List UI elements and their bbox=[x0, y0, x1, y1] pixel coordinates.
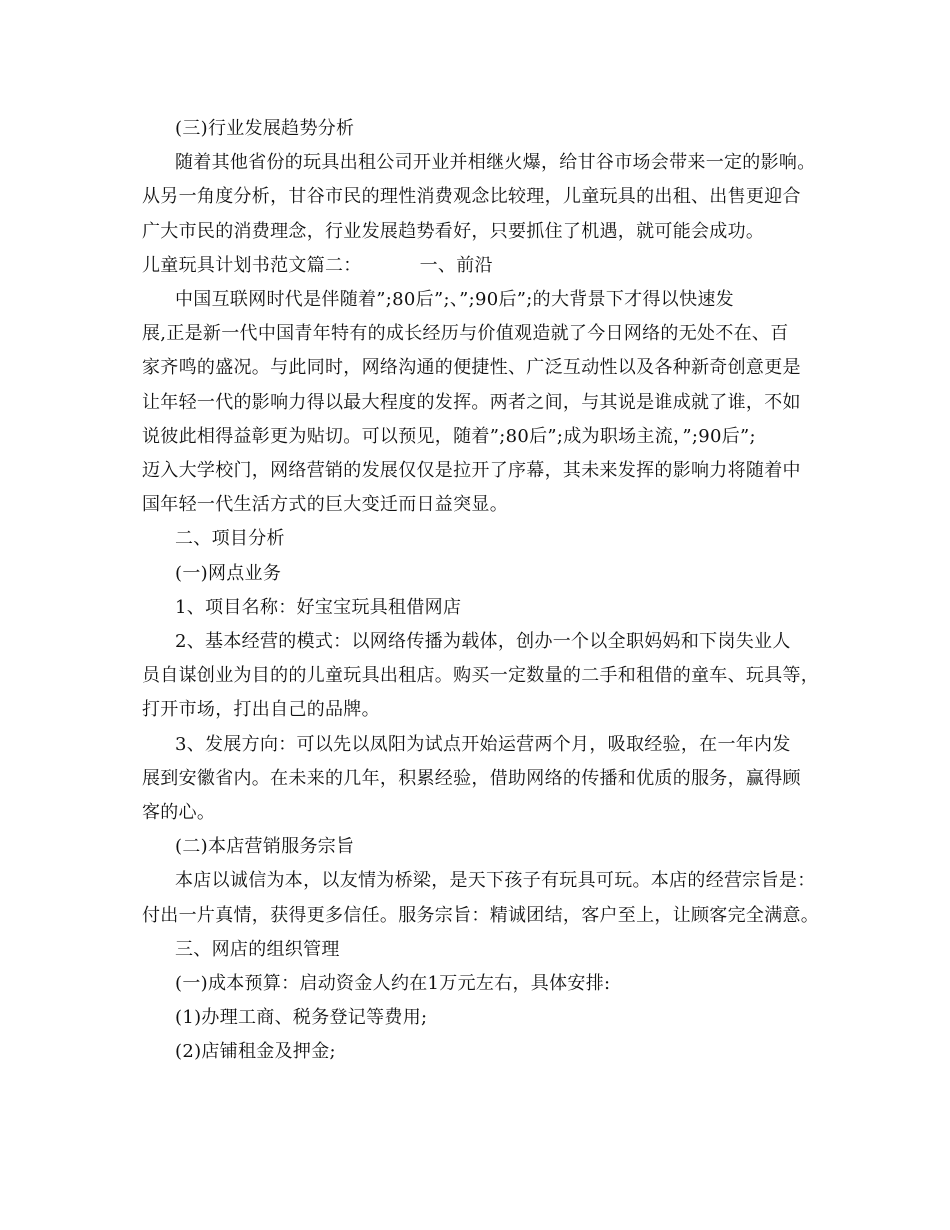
paragraph-line: 国年轻一代生活方式的巨大变迁而日益突显。 bbox=[142, 494, 508, 516]
paragraph-line: 客的心。 bbox=[142, 802, 216, 824]
section-heading-project-analysis: 二、项目分析 bbox=[175, 528, 285, 550]
document-body bbox=[142, 112, 832, 1070]
paragraph-line: 本店以诚信为本，以友情为桥梁，是天下孩子有玩具可玩。本店的经营宗旨是： bbox=[175, 870, 816, 892]
paragraph-line: 打开市场，打出自己的品牌。 bbox=[142, 699, 380, 721]
list-item: 1、项目名称：好宝宝玩具租借网店 bbox=[175, 596, 462, 618]
section-heading-management: 三、网店的组织管理 bbox=[175, 938, 340, 960]
article-title: 儿童玩具计划书范文篇二： bbox=[142, 254, 362, 276]
list-item: (2)店铺租金及押金; bbox=[175, 1041, 336, 1063]
paragraph-line: 让年轻一代的影响力得以最大程度的发挥。两者之间，与其说是谁成就了谁，不如 bbox=[142, 391, 801, 413]
paragraph-line: 付出一片真情，获得更多信任。服务宗旨：精诚团结，客户至上，让顾客完全满意。 bbox=[142, 904, 820, 926]
list-item: 2、基本经营的模式：以网络传播为载体，创办一个以全职妈妈和下岗失业人 bbox=[175, 631, 791, 653]
paragraph-line: 家齐鸣的盛况。与此同时，网络沟通的便捷性、广泛互动性以及各种新奇创意更是 bbox=[142, 357, 801, 379]
paragraph-line: 迈入大学校门，网络营销的发展仅仅是拉开了序幕，其未来发挥的影响力将随着中 bbox=[142, 460, 801, 482]
paragraph-line: 说彼此相得益彰更为贴切。可以预见，随着”;80后”;成为职场主流，”;90后”; bbox=[142, 425, 756, 447]
subsection-heading-budget: (一)成本预算：启动资金人约在1万元左右，具体安排: bbox=[175, 973, 611, 995]
list-item: 3、发展方向：可以先以凤阳为试点开始运营两个月，吸取经验，在一年内发 bbox=[175, 733, 791, 755]
subsection-heading-service: (二)本店营销服务宗旨 bbox=[175, 836, 355, 858]
paragraph-line: 员自谋创业为目的的儿童玩具出租店。购买一定数量的二手和租借的童车、玩具等， bbox=[142, 665, 820, 687]
paragraph-line: 从另一角度分析，甘谷市民的理性消费观念比较理，儿童玩具的出租、出售更迎合 bbox=[142, 186, 801, 208]
paragraph-line: 中国互联网时代是伴随着”;80后”;、”;90后”;的大背景下才得以快速发 bbox=[175, 289, 734, 311]
article-title-line bbox=[142, 249, 832, 283]
list-item: (1)办理工商、税务登记等费用; bbox=[175, 1007, 428, 1029]
paragraph-line: 展,正是新一代中国青年特有的成长经历与价值观造就了今日网络的无处不在、百 bbox=[142, 323, 789, 345]
paragraph-line: 广大市民的消费理念，行业发展趋势看好，只要抓住了机遇，就可能会成功。 bbox=[142, 220, 765, 242]
section-heading-preface: 一、前沿 bbox=[419, 254, 493, 276]
section-heading-trend: (三)行业发展趋势分析 bbox=[175, 118, 355, 139]
subsection-heading-outlet: (一)网点业务 bbox=[175, 562, 282, 584]
paragraph-line: 展到安徽省内。在未来的几年，积累经验，借助网络的传播和优质的服务，赢得顾 bbox=[142, 767, 801, 789]
paragraph-line: 随着其他省份的玩具出租公司开业并相继火爆，给甘谷市场会带来一定的影响。 bbox=[175, 152, 816, 174]
